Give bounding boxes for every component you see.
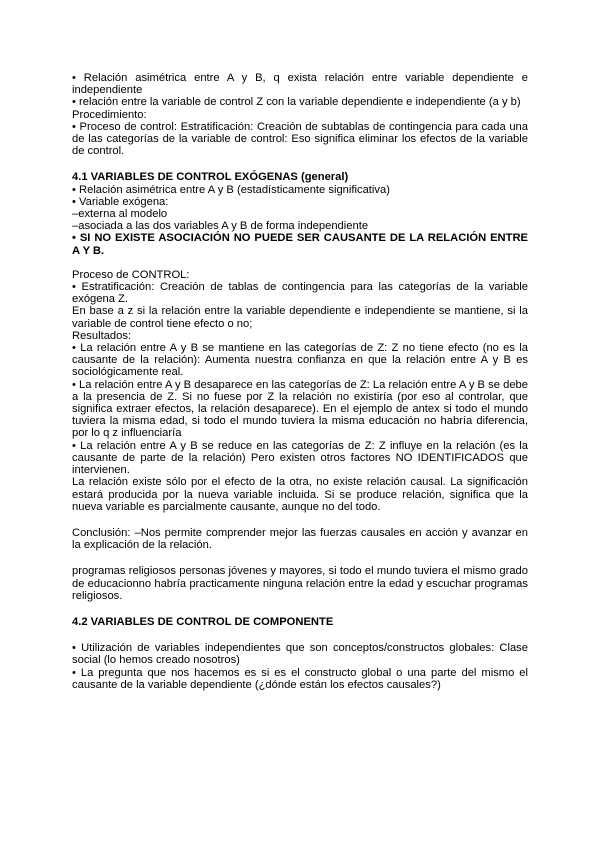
- result-disappears: • La relación entre A y B desaparece en las categorías de Z: La relación entre A y B se debe a la presencia de Z. Si no fuese por Z la relación no existiría (por eso al controlar, que significa extraer efectos, la relación desaparece). En el ejemplo de antex si todo el mundo tuviera la misma edad, si todo el mundo tuviera la misma educación no habría diferencia, por lo q z influenciaría: [72, 378, 528, 440]
- line-4-1-c: –externa al modelo: [72, 208, 168, 221]
- heading-4-1: 4.1 VARIABLES DE CONTROL EXÓGENAS (general): [72, 171, 349, 184]
- line-4-2-a: • Utilización de variables independientes que son conceptos/constructos globales: Clase social (lo hemos creado nosotros): [72, 642, 528, 667]
- bullet-stratification: • Proceso de control: Estratificación: Creación de subtablas de contingencia para cada una de las categorías de la variable de control: Eso significa eliminar los efectos de la variable de control.: [72, 120, 528, 158]
- control-stratification: • Estratificación: Creación de tablas de contingencia para las categorías de la variable exógena Z.: [72, 281, 528, 306]
- bullet-asymmetric: • Relación asimétrica entre A y B, q exista relación entre variable dependiente e independiente: [72, 72, 528, 97]
- control-basis: En base a z si la relación entre la variable dependiente e independiente se mantiene, si la variable de control tiene efecto o no;: [72, 305, 528, 330]
- line-4-2-b: • La pregunta que nos hacemos es si es el constructo global o una parte del mismo el causante de la variable dependiente (¿dónde están los efectos causales?): [72, 666, 528, 691]
- conclusion: Conclusión: –Nos permite comprender mejor las fuerzas causales en acción y avanzar en la explicación de la relación.: [72, 526, 528, 552]
- result-maintained: • La relación entre A y B se mantiene en las categorías de Z: Z no tiene efecto (no es la causante de la relación): Aumenta nuestra confianza en que la relación entre A y B es sociológicamente real.: [72, 342, 528, 379]
- procedure-label: Procedimiento:: [72, 108, 147, 121]
- line-4-1-b: • Variable exógena:: [72, 195, 169, 208]
- result-reduced: • La relación entre A y B se reduce en las categorías de Z: Z influye en la relación (es la causante de parte de la relación) Pero existen otros factores NO IDENTIFICADOS que intervienen.: [72, 439, 528, 477]
- heading-4-2: 4.2 VARIABLES DE CONTROL DE COMPONENTE: [72, 615, 334, 628]
- line-4-1-a: • Relación asimétrica entre A y B (estadísticamente significativa): [72, 183, 390, 196]
- relation-explanation: La relación existe sólo por el efecto de la otra, no existe relación causal. La significación estará producida por la nueva variable incluida. Si se produce relación, significa que la nueva variable es parcialmente causante, aunque no del todo.: [72, 476, 528, 513]
- example-paragraph: programas religiosos personas jóvenes y mayores, si todo el mundo tuviera el mismo grado de educacionno habría practicamente ninguna relación entre la edad y escuchar programas religiosos.: [72, 565, 528, 602]
- results-label: Resultados:: [72, 329, 132, 342]
- line-4-1-bold: • SI NO EXISTE ASOCIACIÓN NO PUEDE SER CAUSANTE DE LA RELACIÓN ENTRE A Y B.: [72, 232, 528, 257]
- bullet-control-relation: • relación entre la variable de control Z con la variable dependiente e independiente (a y b): [72, 96, 521, 109]
- document-page: [72, 72, 528, 691]
- control-title: Proceso de CONTROL:: [72, 268, 190, 281]
- line-4-1-d: –asociada a las dos variables A y B de forma independiente: [72, 220, 369, 233]
